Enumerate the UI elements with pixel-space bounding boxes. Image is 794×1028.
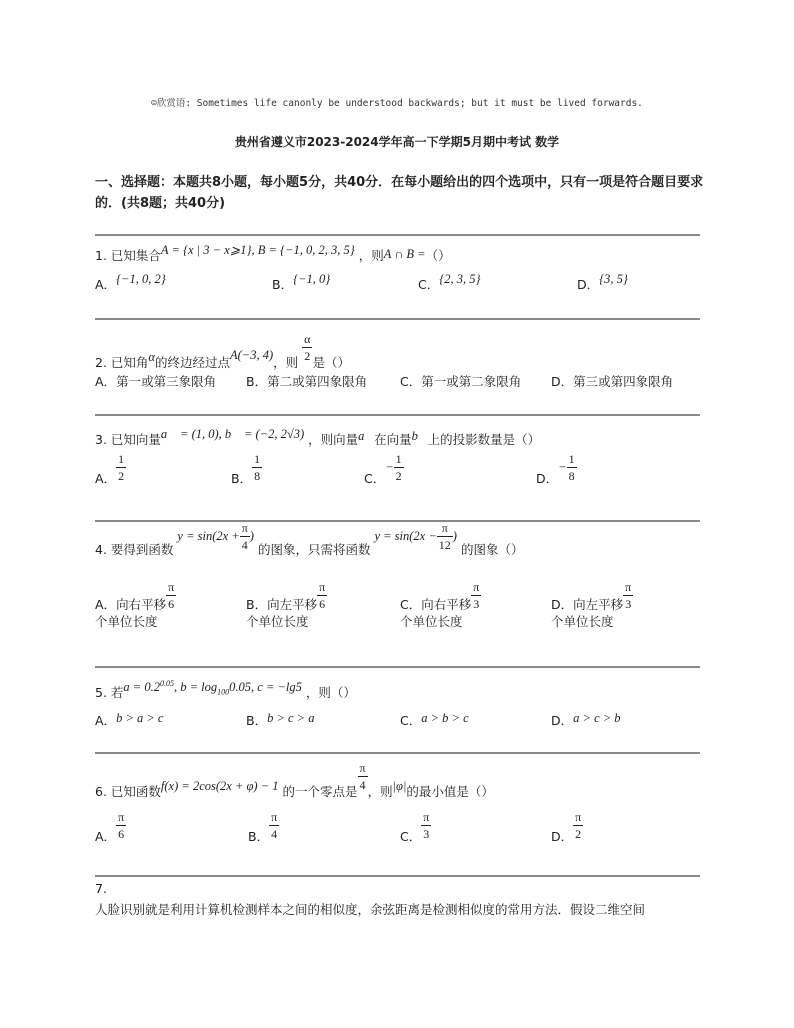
numerator: π	[575, 810, 582, 824]
option-label: B．	[272, 277, 294, 292]
option-label: A．	[95, 277, 117, 292]
option-label: D．	[551, 829, 574, 844]
q3-vector-b: b⃗	[411, 429, 428, 443]
q3-option-a[interactable]	[95, 452, 126, 486]
q4-func1-suffix: )	[249, 529, 254, 543]
numerator: π	[473, 580, 480, 594]
denominator: 3	[473, 597, 480, 611]
option-fraction	[269, 811, 279, 840]
q5-option-c[interactable]	[400, 711, 469, 729]
q1-text-b: ，则	[358, 248, 384, 263]
q5-text-a: 5. 若	[95, 685, 124, 700]
option-text: 向左平移	[573, 597, 624, 612]
expr-part: 0.05, c = −lg5	[229, 680, 302, 694]
option-label: B．	[248, 829, 270, 844]
denominator: 4	[271, 827, 278, 841]
denominator: 6	[118, 827, 125, 841]
numerator: π	[319, 580, 326, 594]
q3-option-d[interactable]	[536, 452, 577, 486]
q4-option-b[interactable]	[246, 581, 327, 630]
denominator: 2	[118, 469, 125, 483]
q5-option-b[interactable]	[246, 711, 315, 729]
option-label: B．	[231, 471, 253, 486]
exponent: 0.05	[159, 678, 174, 688]
option-value: 第二或第四象限角	[267, 374, 368, 389]
denominator: 4	[241, 538, 248, 552]
q6-zero-fraction	[358, 762, 368, 791]
q2-option-b[interactable]	[246, 372, 367, 390]
option-value: {2, 3, 5}	[439, 272, 481, 286]
option-value: {3, 5}	[599, 272, 628, 286]
option-label: A．	[95, 597, 117, 612]
option-value: a > c > b	[573, 711, 621, 725]
q6-option-c[interactable]	[400, 810, 431, 844]
q2-half-alpha	[302, 333, 312, 362]
q1-text-a: 1. 已知集合	[95, 248, 161, 263]
q3-text-a: 3. 已知向量	[95, 432, 161, 447]
option-value: {−1, 0}	[293, 272, 331, 286]
q1-text-c: （）	[425, 248, 451, 263]
q6-text-a: 6. 已知函数	[95, 784, 161, 799]
q4-option-a[interactable]	[95, 581, 176, 630]
divider	[95, 520, 700, 522]
option-unit: 个单位长度	[95, 614, 158, 629]
question-2-stem	[95, 332, 350, 370]
q3-text-b: ，则向量	[308, 432, 359, 447]
option-value: b > a > c	[116, 711, 164, 725]
page-title: 贵州省遵义市2023-2024学年高一下学期5月期中考试 数学	[234, 135, 560, 149]
numerator: π	[118, 810, 125, 824]
q2-text-d: 是（）	[312, 355, 350, 370]
negative-sign: −	[385, 460, 394, 474]
denominator: 2	[304, 349, 311, 363]
q2-alpha: α	[148, 350, 155, 364]
q2-option-c[interactable]	[400, 372, 521, 390]
question-3-stem	[95, 427, 541, 448]
divider	[95, 234, 700, 236]
q5-text-b: ，则（）	[305, 685, 356, 700]
option-label: C．	[400, 597, 422, 612]
q2-option-a[interactable]	[95, 372, 216, 390]
option-text: 向左平移	[267, 597, 318, 612]
expr-part: a = 0.2	[123, 680, 160, 694]
q6-text-c: ，则	[367, 784, 393, 799]
option-value: 第一或第三象限角	[116, 374, 217, 389]
option-label: C．	[400, 713, 422, 728]
question-5-stem	[95, 678, 356, 703]
q2-text-b: 的终边经过点	[154, 355, 230, 370]
option-label: B．	[246, 713, 268, 728]
q6-option-b[interactable]	[248, 810, 279, 844]
option-value: b > c > a	[267, 711, 315, 725]
numerator: π	[241, 521, 248, 535]
denominator: 12	[438, 538, 451, 552]
option-label: D．	[551, 374, 574, 389]
divider	[95, 752, 700, 754]
option-label: D．	[577, 277, 600, 292]
option-label: C．	[364, 471, 386, 486]
option-label: D．	[551, 713, 574, 728]
epigraph-quote: ☺欣赏语: Sometimes life canonly be understood backwards; but it must be lived forwards.	[151, 98, 643, 109]
q3-vector-a: a⃗	[358, 429, 375, 443]
q4-text-b: 的图象，只需将函数	[257, 542, 371, 557]
q1-option-d[interactable]	[577, 272, 628, 293]
option-label: A．	[95, 374, 117, 389]
q4-text-c: 的图象（）	[460, 542, 524, 557]
option-fraction	[116, 453, 126, 482]
q6-abs-phi: |φ|	[392, 779, 407, 793]
denominator: 6	[168, 597, 175, 611]
denominator: 2	[395, 469, 402, 483]
option-label: A．	[95, 471, 117, 486]
q6-text-b: 的一个零点是	[282, 784, 358, 799]
q1-intersection: A ∩ B =	[383, 247, 426, 261]
divider	[95, 875, 700, 877]
q5-option-a[interactable]	[95, 711, 163, 729]
option-text: 向右平移	[421, 597, 472, 612]
divider	[95, 318, 700, 320]
question-7-text: 人脸识别就是利用计算机检测样本之间的相似度，余弦距离是检测相似度的常用方法．假设二维空间	[95, 902, 646, 917]
option-text: 向右平移	[116, 597, 167, 612]
q3-option-b[interactable]	[231, 452, 262, 486]
expr-part: , b = log	[173, 680, 218, 694]
q6-function: f(x) = 2cos(2x + φ) − 1	[160, 779, 279, 793]
q3-text-d: 上的投影数量是（）	[427, 432, 541, 447]
q2-text-c: ，则	[273, 355, 299, 370]
option-fraction	[317, 581, 327, 610]
numerator: π	[423, 810, 430, 824]
q2-point: A(−3, 4)	[229, 348, 274, 362]
q4-func1-fraction	[240, 522, 250, 551]
option-label: C．	[418, 277, 440, 292]
denominator: 8	[568, 469, 575, 483]
option-label: A．	[95, 829, 117, 844]
denominator: 3	[423, 827, 430, 841]
q4-func2-prefix: y = sin(2x −	[374, 529, 437, 543]
section-heading: 一、选择题：本题共8小题，每小题5分，共40分．在每小题给出的四个选项中，只有一项是符合题目要求的．(共8题；共40分)	[95, 175, 704, 211]
q4-text-a: 4. 要得到函数	[95, 542, 174, 557]
option-unit: 个单位长度	[400, 614, 463, 629]
numerator: π	[168, 580, 175, 594]
option-fraction	[421, 811, 431, 840]
option-value: a > b > c	[421, 711, 469, 725]
option-fraction	[116, 811, 126, 840]
question-6-stem	[95, 761, 494, 799]
q1-option-a[interactable]	[95, 272, 166, 293]
q4-option-d[interactable]	[551, 581, 633, 630]
option-fraction	[567, 453, 577, 482]
option-value: 第一或第二象限角	[421, 374, 522, 389]
numerator: 1	[254, 452, 261, 466]
option-unit: 个单位长度	[246, 614, 309, 629]
numerator: 1	[395, 452, 402, 466]
denominator: 4	[359, 778, 366, 792]
divider	[95, 414, 700, 416]
option-value: 第三或第四象限角	[573, 374, 674, 389]
q4-func2-suffix: )	[452, 529, 457, 543]
q4-option-c[interactable]	[400, 581, 481, 630]
q1-option-b[interactable]	[272, 272, 331, 293]
q5-option-d[interactable]	[551, 711, 621, 729]
option-label: D．	[551, 597, 574, 612]
numerator: π	[437, 522, 453, 537]
denominator: 3	[625, 597, 632, 611]
option-fraction	[471, 581, 481, 610]
question-7-number: 7.	[95, 881, 107, 896]
option-label: A．	[95, 713, 117, 728]
option-unit: 个单位长度	[551, 614, 614, 629]
q4-func2-fraction	[437, 522, 453, 551]
option-label: C．	[400, 829, 422, 844]
option-value: {−1, 0, 2}	[116, 272, 166, 286]
numerator: π	[359, 761, 366, 775]
question-1-stem	[95, 243, 451, 264]
q2-text-a: 2. 已知角	[95, 355, 149, 370]
option-label: D．	[536, 471, 559, 486]
option-fraction	[394, 453, 404, 482]
q1-set-definition: A = {x | 3 − x⩾1}, B = {−1, 0, 2, 3, 5}	[160, 243, 355, 257]
numerator: α	[304, 332, 311, 346]
option-label: B．	[246, 597, 268, 612]
denominator: 8	[254, 469, 261, 483]
q3-option-c[interactable]	[364, 452, 404, 486]
q4-func1-prefix: y = sin(2x +	[177, 529, 240, 543]
divider	[95, 666, 700, 668]
question-4-stem	[95, 521, 524, 557]
option-label: B．	[246, 374, 268, 389]
numerator: π	[271, 810, 278, 824]
numerator: π	[625, 580, 632, 594]
log-base: 100	[217, 687, 230, 697]
q1-option-c[interactable]	[418, 272, 481, 293]
option-label: C．	[400, 374, 422, 389]
option-fraction	[573, 811, 583, 840]
q6-text-d: 的最小值是（）	[406, 784, 494, 799]
q2-option-d[interactable]	[551, 372, 673, 390]
denominator: 6	[319, 597, 326, 611]
negative-sign: −	[558, 460, 567, 474]
numerator: 1	[568, 452, 575, 466]
q3-vectors: a⃗ = (1, 0), b⃗ = (−2, 2√3)	[160, 427, 305, 441]
q3-text-c: 在向量	[374, 432, 412, 447]
q5-expression	[123, 678, 302, 697]
option-fraction	[623, 581, 633, 610]
q6-option-d[interactable]	[551, 810, 583, 844]
option-fraction	[252, 453, 262, 482]
option-fraction	[166, 581, 176, 610]
numerator: 1	[118, 452, 125, 466]
denominator: 2	[575, 827, 582, 841]
q6-option-a[interactable]	[95, 810, 126, 844]
